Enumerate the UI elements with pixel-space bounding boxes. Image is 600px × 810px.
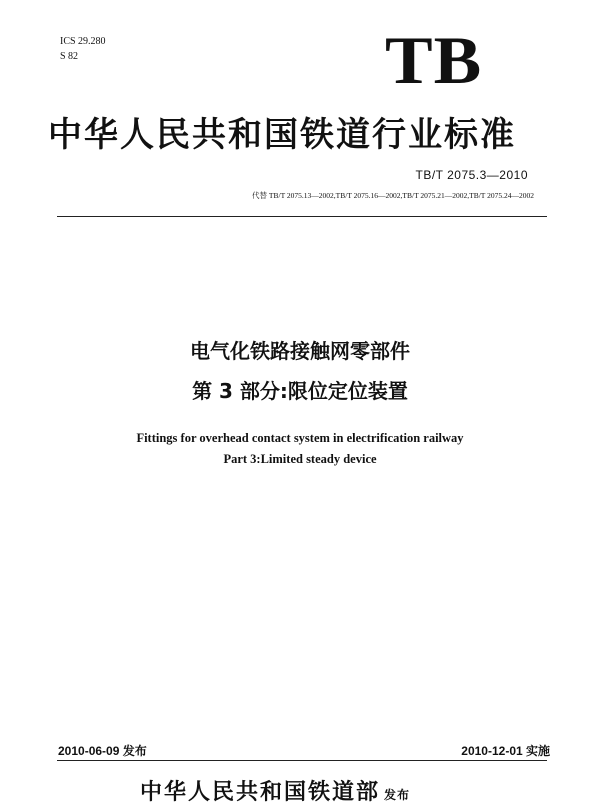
top-divider (57, 216, 547, 217)
tb-logo: TB (385, 22, 483, 98)
classification-code: S 82 (60, 51, 79, 62)
bottom-divider (57, 760, 547, 761)
issue-date: 2010-06-09 发布 (58, 744, 147, 758)
issuer-suffix: 发布 (384, 788, 411, 802)
standard-number: TB/T 2075.3—2010 (415, 168, 528, 182)
ics-code: ICS 29.280 (60, 36, 106, 47)
implementation-date: 2010-12-01 实施 (461, 744, 550, 758)
ics-code-block (60, 34, 106, 64)
english-title-line2: Part 3:Limited steady device (223, 452, 377, 466)
english-title-line1: Fittings for overhead contact system in electrification railway (136, 431, 464, 445)
issuer-name: 中华人民共和国铁道部 (140, 780, 381, 805)
chinese-title-line1: 电气化铁路接触网零部件 (190, 339, 410, 363)
issuer (140, 778, 410, 810)
standard-category-title: 中华人民共和国铁道行业标准 (48, 115, 516, 155)
chinese-title-line2: 第 3 部分:限位定位装置 (192, 379, 408, 403)
replaces-note: 代替 TB/T 2075.13—2002,TB/T 2075.16—2002,TB/T 2075.21—2002,TB/T 2075.24—2002 (252, 191, 534, 200)
